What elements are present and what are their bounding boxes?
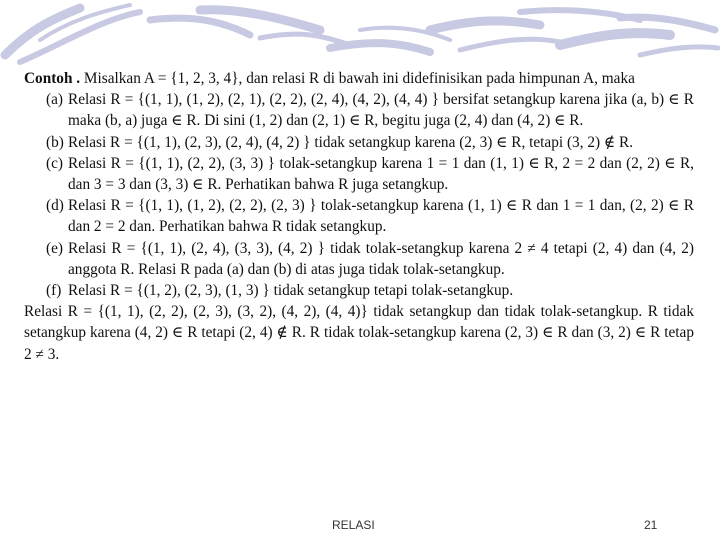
list-item	[24, 238, 694, 280]
item-text: Relasi R = {(1, 1), (2, 2), (3, 3) } tolak-setangkup karena 1 = 1 dan (1, 1) ∈ R, 2 = 2 dan (2, 2) ∈ R, dan 3 = 3 dan (3, 3) ∈ R. Perhatikan bahwa R juga setangkup.	[68, 154, 694, 194]
item-text: Relasi R = {(1, 1), (1, 2), (2, 2), (2, 3) } tolak-setangkup karena (1, 1) ∈ R dan 1 = 1 dan, (2, 2) ∈ R dan 2 = 2 dan. Perhatikan bahwa R tidak setangkup.	[68, 197, 694, 236]
item-label: (b)	[46, 133, 64, 151]
intro-paragraph	[24, 68, 694, 89]
intro-text: Misalkan A = {1, 2, 3, 4}, dan relasi R di bawah ini didefinisikan pada himpunan A, maka	[80, 70, 635, 87]
footer-label: RELASI	[332, 518, 375, 532]
slide-content	[24, 68, 694, 365]
item-text: Relasi R = {(1, 1), (2, 4), (3, 3), (4, 2) } tidak tolak-setangkup karena 2 ≠ 4 tetapi (2, 4) dan (4, 2) anggota R. Relasi R pada (a) dan (b) di atas juga tidak tolak-setangkup.	[68, 239, 694, 278]
item-label: (c)	[46, 154, 63, 172]
item-text: Relasi R = {(1, 2), (2, 3), (1, 3) } tidak setangkup tetapi tolak-setangkup.	[68, 282, 514, 300]
item-label: (e)	[46, 239, 63, 257]
item-text: Relasi R = {(1, 1), (1, 2), (2, 1), (2, 2), (2, 4), (4, 2), (4, 4) } bersifat setangkup karena jika (a, b) ∈ R maka (b, a) juga ∈ R. Di sini (1, 2) dan (2, 1) ∈ R, begitu juga (2, 4) dan (4, 2) ∈ R.	[68, 91, 694, 130]
item-label: (f)	[46, 282, 62, 300]
item-label: (d)	[46, 197, 64, 215]
page-number: 21	[644, 518, 658, 532]
example-heading: Contoh .	[24, 70, 81, 87]
item-label: (a)	[46, 91, 63, 109]
closing-paragraph: Relasi R = {(1, 1), (2, 2), (2, 3), (3, 2), (4, 2), (4, 4)} tidak setangkup dan tidak tolak-setangkup. R tidak setangkup karena (4, 2) ∈ R tetapi (2, 4) ∉ R. R tidak tolak-setangkup karena (2, 3) ∈ R dan (3, 2) ∈ R tetap 2 ≠ 3.	[24, 303, 694, 363]
item-text: Relasi R = {(1, 1), (2, 3), (2, 4), (4, 2) } tidak setangkup karena (2, 3) ∈ R, tetapi (3, 2) ∉ R.	[68, 133, 634, 151]
decorative-header-swooshes	[0, 0, 720, 70]
list-item	[24, 89, 694, 131]
list-item	[24, 280, 694, 301]
list-item	[24, 153, 694, 195]
list-item	[24, 195, 694, 237]
list-item	[24, 132, 694, 153]
